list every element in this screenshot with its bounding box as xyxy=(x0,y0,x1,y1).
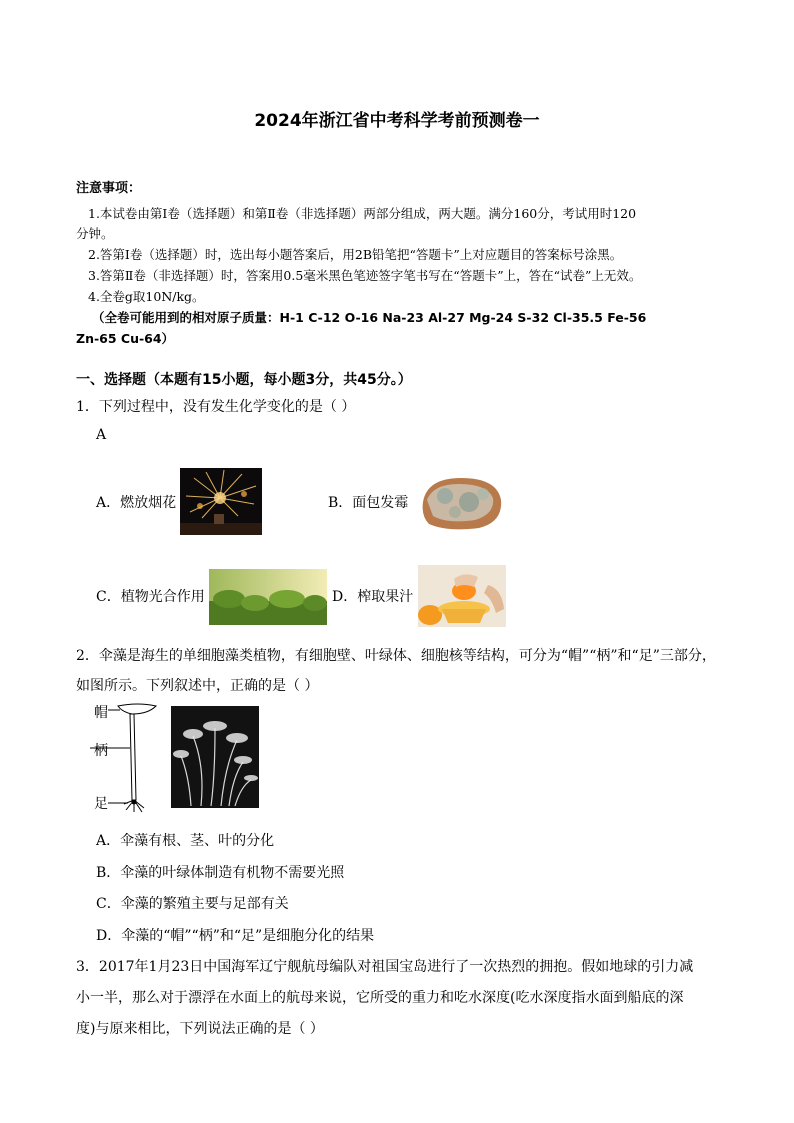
q2-option-b: B．伞藻的叶绿体制造有机物不需要光照 xyxy=(96,865,345,881)
label-foot: 足 xyxy=(94,796,108,812)
q2-option-a: A．伞藻有根、茎、叶的分化 xyxy=(96,833,275,849)
q2-stem-line1: 2．伞藻是海生的单细胞藻类植物，有细胞壁、叶绿体、细胞核等结构，可分为“帽”“柄”和“足”三部分， xyxy=(76,648,716,664)
acetabularia-photo xyxy=(171,706,259,808)
atomic-mass-line1: （全卷可能用到的相对原子质量：H-1 C-12 O-16 Na-23 Al-27 Mg-24 S-32 Cl-35.5 Fe-56 xyxy=(92,310,647,325)
notes-line2: 2.答第Ⅰ卷（选择题）时，选出每小题答案后，用2B铅笔把“答题卡”上对应题目的答案标号涂黑。 xyxy=(88,247,623,262)
moldy-bread-image xyxy=(417,472,505,534)
notes-line4: 4.全卷g取10N/kg。 xyxy=(88,289,205,304)
q2-option-c: C．伞藻的繁殖主要与足部有关 xyxy=(96,896,289,912)
q1-option-a: A．燃放烟花 xyxy=(96,495,177,511)
q1-answer-mark: A xyxy=(96,427,107,443)
juicer-image xyxy=(418,565,506,627)
page-title: 2024年浙江省中考科学考前预测卷一 xyxy=(254,111,540,131)
atomic-mass-line2: Zn-65 Cu-64） xyxy=(76,331,175,346)
q3-stem-line1: 3．2017年1月23日中国海军辽宁舰航母编队对祖国宝岛进行了一次热烈的拥抱。假如地球的引力减 xyxy=(76,959,694,975)
fireworks-image xyxy=(180,468,262,535)
notes-line1b: 分钟。 xyxy=(76,226,114,241)
photosynthesis-plants-image xyxy=(209,569,327,625)
q3-stem-line2: 小一半，那么对于漂浮在水面上的航母来说，它所受的重力和吃水深度(吃水深度指水面到船底的深 xyxy=(76,990,684,1006)
q1-option-c: C．植物光合作用 xyxy=(96,589,205,605)
section-heading: 一、选择题（本题有15小题，每小题3分，共45分。） xyxy=(76,372,412,388)
q3-stem-line3: 度)与原来相比，下列说法正确的是（ ） xyxy=(76,1021,324,1037)
q2-stem-line2: 如图所示。下列叙述中，正确的是（ ） xyxy=(76,678,319,694)
q2-option-d: D．伞藻的“帽”“柄”和“足”是细胞分化的结果 xyxy=(96,928,375,944)
notes-heading: 注意事项： xyxy=(76,181,142,196)
q1-option-b: B．面包发霉 xyxy=(328,495,409,511)
label-stalk: 柄 xyxy=(94,743,108,759)
notes-line3: 3.答第Ⅱ卷（非选择题）时，答案用0.5毫米黑色笔迹签字笔书写在“答题卡”上，答在“试卷”上无效。 xyxy=(88,268,642,283)
q1-stem: 1．下列过程中，没有发生化学变化的是（ ） xyxy=(76,399,356,415)
label-cap: 帽 xyxy=(94,705,108,721)
notes-line1a: 1.本试卷由第Ⅰ卷（选择题）和第Ⅱ卷（非选择题）两部分组成，两大题。满分160分，考试用时120 xyxy=(88,206,637,221)
q1-option-d: D．榨取果汁 xyxy=(332,589,414,605)
